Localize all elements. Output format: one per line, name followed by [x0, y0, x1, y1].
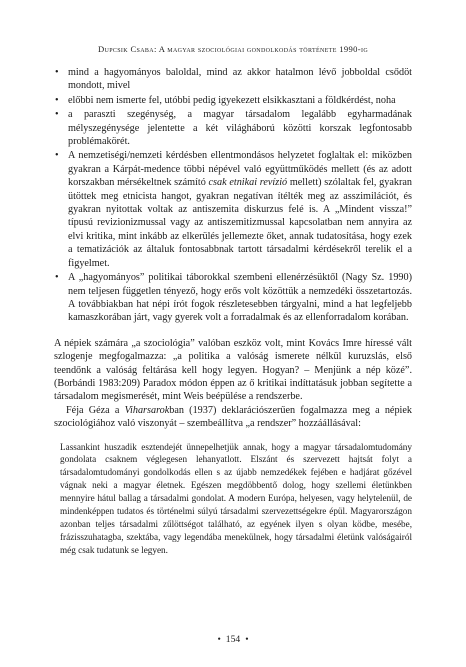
- paragraph-text: Féja Géza a: [66, 404, 125, 416]
- folio-ornament-left: •: [217, 634, 221, 645]
- running-head: [0, 44, 466, 54]
- running-head-author: Dupcsik Csaba: [97, 44, 154, 54]
- list-item-text: A „hagyományos” politikai táborokkal szembeni ellenérzésüktől (Nagy Sz. 1990) nem teljesen független tényező, hogy erős volt közöttük a nemzedéki összetartozás. A továbbiakban hat népi írót fogok részletesebben tárgyalni, mind a hat legfeljebb kamaszkorában járt, vagy gyerek volt a forradalmak és az ellenforradalom korában.: [68, 272, 412, 324]
- list-item-text: mellett) szólaltak fel, gyakran ütöttek meg etnicista hangot, gyakran negatívan ítélték meg az asszimilációt, és gyakran nyitottak voltak az antiszemita diskurzus felé is. A „Mindent vissza!” típusú revizionizmussal vagy az antiszemitizmussal kapcsolatban nem annyira az elvi kritika, mint inkább az elkerülés jellemezte őket, annak tudatosítása, hogy ezek a tematizációk az általuk fontosabbnak tartott társadalmi kérdésekről terelik el a figyelmet.: [68, 177, 412, 269]
- bullet-icon: •: [55, 150, 59, 162]
- running-head-title: A magyar szociológiai gondolkodás története 1990-ig: [158, 44, 369, 54]
- list-item-emphasis: csak etnikai revízió: [208, 177, 288, 189]
- list-item-text: előbbi nem ismerte fel, utóbbi pedig igyekezett elsikkasztani a földkérdést, noha: [68, 94, 396, 106]
- block-quote-text: Lassankint huszadik esztendejét ünnepelhetjük annak, hogy a magyar társadalomtudomány gondolata csaknem véglegesen lehanyatlott. Elszánt és szervezett hajtsát folyt a társadalomtudományi gondolkodás ellen s az újabb nemzedékek fejében e hadjárat gőzével vágnak neki a magyar életnek. Egészen megdöbbentő dolog, hogy szellemi életünkben mennyire hátul ballag a társadalmi gondolat. A modern Európa, helyesen, vagy helytelenül, de mindenképpen tudatos és történelmi súlyú társadalmi szervezettségekre épül. Magyarországon azonban teljes társadalmi zűlöttségot található, az egyének ilyen s olyan ködbe, mesébe, frázisszuhatagba, szektába, vagy legendába menekülnek, hogy társadalmi életünk valóságairól még csak tudatunk se legyen.: [60, 441, 412, 555]
- bullet-icon: •: [55, 272, 59, 284]
- body-text: [54, 66, 412, 557]
- page-number: 154: [225, 634, 241, 645]
- list-item: [54, 149, 412, 270]
- block-quote: [60, 441, 412, 557]
- book-title: Viharsarok: [124, 404, 170, 416]
- bullet-icon: •: [55, 67, 59, 78]
- page-footer: [0, 634, 466, 645]
- list-item: [54, 66, 412, 93]
- list-item: [54, 94, 412, 107]
- bullet-icon: •: [55, 94, 59, 106]
- list-item: [54, 271, 412, 325]
- paragraph-text: ban (1937) deklarációszerűen fogalmazza meg a népiek szociológiához való viszonyát – szembeállítva „a rendszer” hozzáállásával:: [54, 404, 412, 430]
- list-item: [54, 108, 412, 148]
- list-item-text: A nemzetiségi/nemzeti kérdésben ellentmondásos helyzetet foglaltak el: miközben gyakran a Kárpát-medence többi népével való együttműködés mellett (és az adott korszakban mérsékeltnek számító: [68, 150, 412, 189]
- bullet-icon: •: [55, 109, 59, 121]
- bullet-list: [54, 66, 412, 325]
- paragraph: A népiek számára „a szociológia” valóban eszköz volt, mint Kovács Imre híressé vált szlogenje megfogalmazza: „a politika a valóság ismerete nélkül kuruzslás, első teendőnk a valóság feltárása kell hogy legyen. Hogyan? – Menjünk a nép közé”. (Borbándi 1983:209) Paradox módon éppen az ő kritikai indíttatásuk jobban segítette a társadalom megismerését, mint Weis beépülése a rendszerbe.: [54, 337, 412, 403]
- folio-ornament-right: •: [245, 634, 249, 645]
- paragraph: [54, 404, 412, 431]
- list-item-text: a paraszti szegénység, a magyar társadalom legalább egyharmadának mélyszegénysége jelentette a két világháború közötti korszak legfontosabb problémakörét.: [68, 109, 412, 148]
- list-item-text: mind a hagyományos baloldal, mind az akkor hatalmon lévő jobboldal csődöt mondott, mivel: [68, 67, 412, 92]
- running-head-separator: :: [153, 44, 159, 54]
